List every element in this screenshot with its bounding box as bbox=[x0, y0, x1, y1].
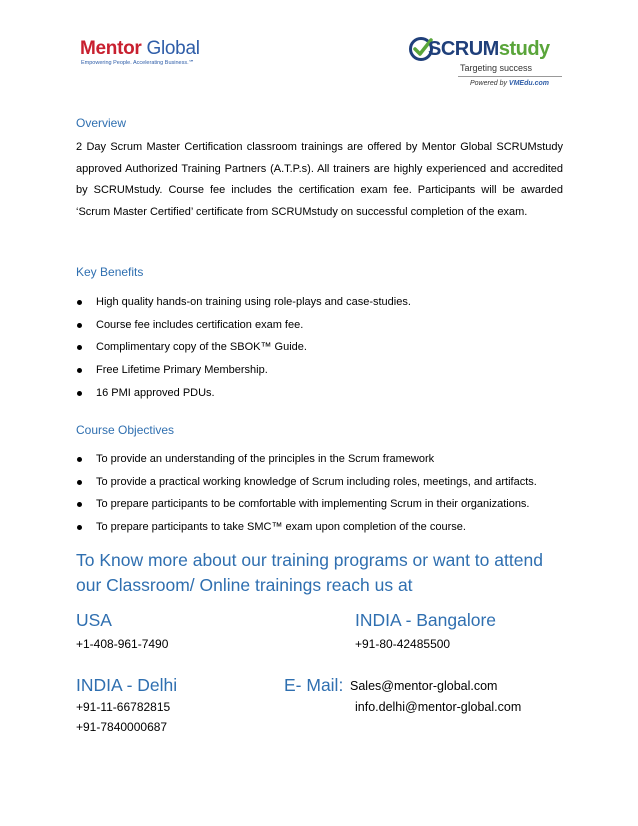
contact-cta bbox=[76, 548, 576, 598]
scrumstudy-logo bbox=[428, 38, 550, 61]
usa-phone[interactable]: +1-408-961-7490 bbox=[76, 637, 169, 651]
overview-text: 2 Day Scrum Master Certification classroom trainings are offered by Mentor Global SCRUMstudy approved Authorized Training Partners (A.T.P.s). All trainers are highly experienced and accredited by SCRUMstudy. Course fee includes the certification exam fee. Participants will be awarded ‘Scrum Master Certified’ certificate from SCRUMstudy on successful completion of the exam. bbox=[76, 141, 563, 218]
india-delhi-label: INDIA - Delhi bbox=[76, 675, 178, 695]
email-delhi[interactable]: info.delhi@mentor-global.com bbox=[355, 700, 522, 714]
contact-cta-line2: our Classroom/ Online trainings reach us at bbox=[76, 575, 413, 595]
header-divider bbox=[458, 76, 562, 77]
scrumstudy-tagline: Targeting success bbox=[460, 63, 533, 73]
scrumstudy-logo-part2: study bbox=[498, 38, 550, 60]
overview-heading: Overview bbox=[76, 116, 127, 130]
contact-cta-line1: To Know more about our training programs or want to attend bbox=[76, 550, 543, 570]
powered-by-prefix: Powered by bbox=[470, 80, 509, 87]
course-objectives-heading: Course Objectives bbox=[76, 423, 175, 437]
list-item: To prepare participants to be comfortable with implementing Scrum in their organizations. bbox=[76, 493, 537, 516]
list-item: To provide an understanding of the principles in the Scrum framework bbox=[76, 448, 537, 471]
key-benefits-heading: Key Benefits bbox=[76, 265, 144, 279]
mentor-global-logo-part1: Mentor bbox=[80, 38, 142, 59]
key-benefits-list bbox=[76, 291, 411, 404]
usa-label: USA bbox=[76, 610, 112, 630]
scrumstudy-logo-part1: SCRUM bbox=[428, 38, 499, 60]
india-bangalore-phone[interactable]: +91-80-42485500 bbox=[355, 637, 451, 651]
powered-by-brand: VMEdu.com bbox=[508, 80, 549, 87]
mentor-global-logo bbox=[80, 38, 200, 60]
list-item: Free Lifetime Primary Membership. bbox=[76, 359, 411, 382]
list-item: To prepare participants to take SMC™ exam upon completion of the course. bbox=[76, 516, 537, 539]
mentor-global-tagline: Empowering People. Accelerating Business.℠ bbox=[81, 60, 195, 66]
list-item: To provide a practical working knowledge of Scrum including roles, meetings, and artifacts. bbox=[76, 471, 537, 494]
email-sales[interactable]: Sales@mentor-global.com bbox=[350, 679, 498, 693]
email-label: E- Mail: bbox=[284, 675, 344, 695]
india-delhi-phone-1[interactable]: +91-11-66782815 bbox=[76, 700, 171, 714]
india-delhi-phone-2[interactable]: +91-7840000687 bbox=[76, 720, 168, 734]
mentor-global-logo-part2: Global bbox=[146, 38, 200, 59]
powered-by bbox=[470, 80, 549, 87]
india-bangalore-label: INDIA - Bangalore bbox=[355, 610, 497, 630]
course-objectives-list bbox=[76, 448, 537, 539]
list-item: High quality hands-on training using role-plays and case-studies. bbox=[76, 291, 411, 314]
list-item: Complimentary copy of the SBOK™ Guide. bbox=[76, 336, 411, 359]
list-item: Course fee includes certification exam fee. bbox=[76, 314, 411, 337]
list-item: 16 PMI approved PDUs. bbox=[76, 382, 411, 405]
